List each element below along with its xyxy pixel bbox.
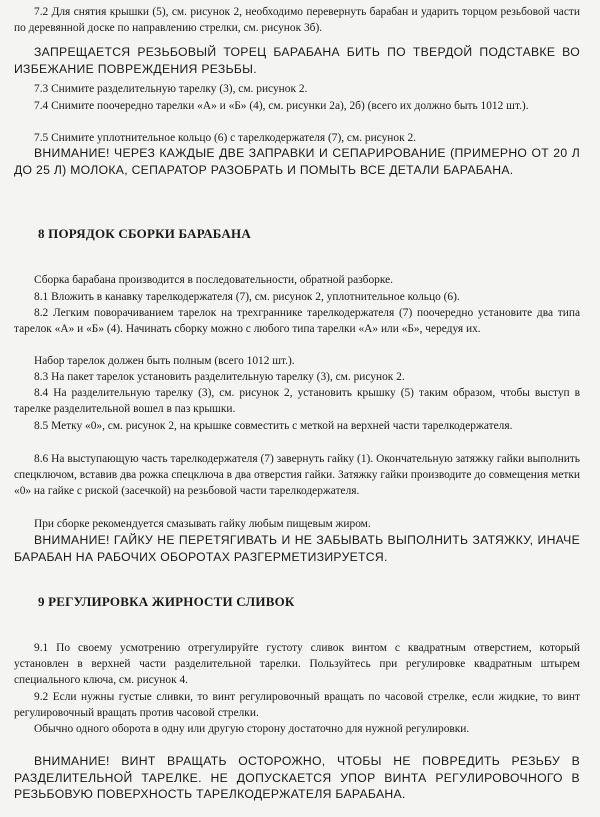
paragraph-9-1: 9.1 По своему усмотрению отрегулируйте густоту сливок винтом с квадратным отверстием, который установлен в верхней части разделительной тарелки. Пользуйтесь при регулировке квадратным штырем специального ключа, см. рисунок 4.	[14, 642, 580, 687]
paragraph-7-5: 7.5 Снимите уплотнительное кольцо (6) с тарелкодержателя (7), см. рисунок 2.	[34, 132, 417, 144]
paragraph-9-turns: Обычно одного оборота в одну или другую сторону достаточно для нужной регулировки.	[34, 723, 470, 735]
paragraph-7-2: 7.2 Для снятия крышки (5), см. рисунок 2, необходимо перевернуть барабан и ударить торцом резьбовой части по деревянной доске по направлению стрелки, см. рисунок 3б).	[14, 6, 580, 35]
paragraph-7-3: 7.3 Снимите разделительную тарелку (3), см. рисунок 2.	[34, 83, 308, 95]
warning-thread-protection: ЗАПРЕЩАЕТСЯ РЕЗЬБОВЫЙ ТОРЕЦ БАРАБАНА БИТЬ ПО ТВЕРДОЙ ПОДСТАВКЕ ВО ИЗБЕЖАНИЕ ПОВРЕЖДЕНИЯ РЕЗЬБЫ.	[14, 45, 580, 76]
paragraph-8-3: 8.3 На пакет тарелок установить разделительную тарелку (3), см. рисунок 2.	[34, 371, 405, 383]
paragraph-8-2: 8.2 Легким поворачиванием тарелок на трехграннике тарелкодержателя (7) поочередно установите два типа тарелок «А» и «Б» (4). Начинать сборку можно с любого типа тарелки «А» или «Б», чередуя их.	[14, 307, 580, 336]
paragraph-9-2: 9.2 Если нужны густые сливки, то винт регулировочный вращать по часовой стрелке, если жидкие, то винт регулировочный вращать против часовой стрелки.	[14, 691, 580, 720]
paragraph-8-6: 8.6 На выступающую часть тарелкодержателя (7) завернуть гайку (1). Окончательную затяжку гайки выполнить спецключом, вставив два рожка спецключа в два отверстия гайки. Затяжку гайки производите до совмещения метки «0» на гайке с риской (засечкой) на резьбовой части тарелкодержателя.	[14, 453, 580, 498]
paragraph-7-4: 7.4 Снимите поочередно тарелки «А» и «Б» (4), см. рисунки 2а), 2б) (всего их должно быть 1012 шт.).	[34, 100, 529, 112]
paragraph-8-1: 8.1 Вложить в канавку тарелкодержателя (7), см. рисунок 2, уплотнительное кольцо (6).	[34, 291, 460, 303]
warning-screw-rotation: ВНИМАНИЕ! ВИНТ ВРАЩАТЬ ОСТОРОЖНО, ЧТОБЫ НЕ ПОВРЕДИТЬ РЕЗЬБУ В РАЗДЕЛИТЕЛЬНОЙ ТАРЕЛКЕ. НЕ ДОПУСКАЕТСЯ УПОР ВИНТА РЕГУЛИРОВОЧНОГО В РЕЗЬБОВУЮ ПОВЕРХНОСТЬ ТАРЕЛКОДЕРЖАТЕЛЯ БАРАБАНА.	[14, 754, 580, 801]
warning-nut-tightening: ВНИМАНИЕ! ГАЙКУ НЕ ПЕРЕТЯГИВАТЬ И НЕ ЗАБЫВАТЬ ВЫПОЛНИТЬ ЗАТЯЖКУ, ИНАЧЕ БАРАБАН НА РАБОЧИХ ОБОРОТАХ РАЗГЕРМЕТИЗИРУЕТСЯ.	[14, 533, 580, 564]
document-page	[14, 0, 584, 817]
heading-section-8: 8 ПОРЯДОК СБОРКИ БАРАБАНА	[38, 226, 251, 241]
paragraph-8-5: 8.5 Метку «0», см. рисунок 2, на крышке совместить с меткой на верхней части тарелкодержателя.	[34, 420, 513, 432]
paragraph-8-grease: При сборке рекомендуется смазывать гайку любым пищевым жиром.	[34, 518, 371, 530]
paragraph-8-4: 8.4 На разделительную тарелку (3), см. рисунок 2, установить крышку (5) таким образом, чтобы выступ в тарелке разделительной вошел в паз крышки.	[14, 387, 580, 416]
warning-cleaning-interval: ВНИМАНИЕ! ЧЕРЕЗ КАЖДЫЕ ДВЕ ЗАПРАВКИ И СЕПАРИРОВАНИЕ (ПРИМЕРНО ОТ 20 Л ДО 25 Л) МОЛОКА, СЕПАРАТОР РАЗОБРАТЬ И ПОМЫТЬ ВСЕ ДЕТАЛИ БАРАБАНА.	[14, 146, 580, 177]
heading-section-9: 9 РЕГУЛИРОВКА ЖИРНОСТИ СЛИВОК	[38, 594, 295, 609]
paragraph-8-intro: Сборка барабана производится в последовательности, обратной разборке.	[34, 274, 394, 286]
paragraph-8-2-set: Набор тарелок должен быть полным (всего 1012 шт.).	[34, 355, 295, 367]
